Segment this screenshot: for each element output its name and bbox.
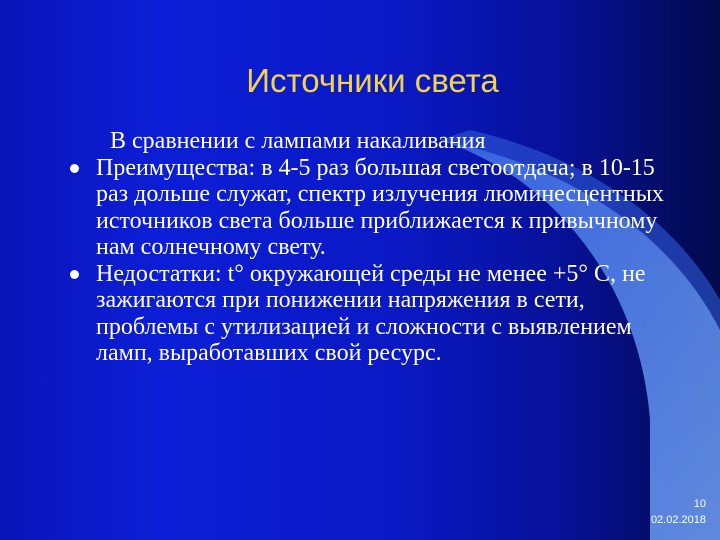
slide-title: Источники света bbox=[246, 62, 499, 99]
bullet-dot-icon bbox=[70, 270, 79, 279]
intro-text: В сравнении с лампами накаливания bbox=[110, 128, 486, 154]
bullet-text: Преимущества: в 4-5 раз большая светоотдача; в 10-15 раз дольше служат, спектр излучения люминесцентных источников света больше приближается к привычному нам солнечному свету. bbox=[96, 154, 664, 260]
slide-body bbox=[70, 128, 690, 367]
bullet-advantages bbox=[70, 155, 690, 261]
slide-number: 10 bbox=[693, 498, 706, 510]
bullet-text: Недостатки: t° окружающей среды не менее +5° С, не зажигаются при понижении напряжения в сети, проблемы с утилизацией и сложности с выявлением ламп, выработавших свой ресурс. bbox=[96, 260, 646, 366]
bullet-dot-icon bbox=[70, 164, 79, 173]
bullet-disadvantages bbox=[70, 261, 690, 367]
slide-date: 02.02.2018 bbox=[650, 514, 706, 526]
slide-footer bbox=[651, 496, 706, 528]
